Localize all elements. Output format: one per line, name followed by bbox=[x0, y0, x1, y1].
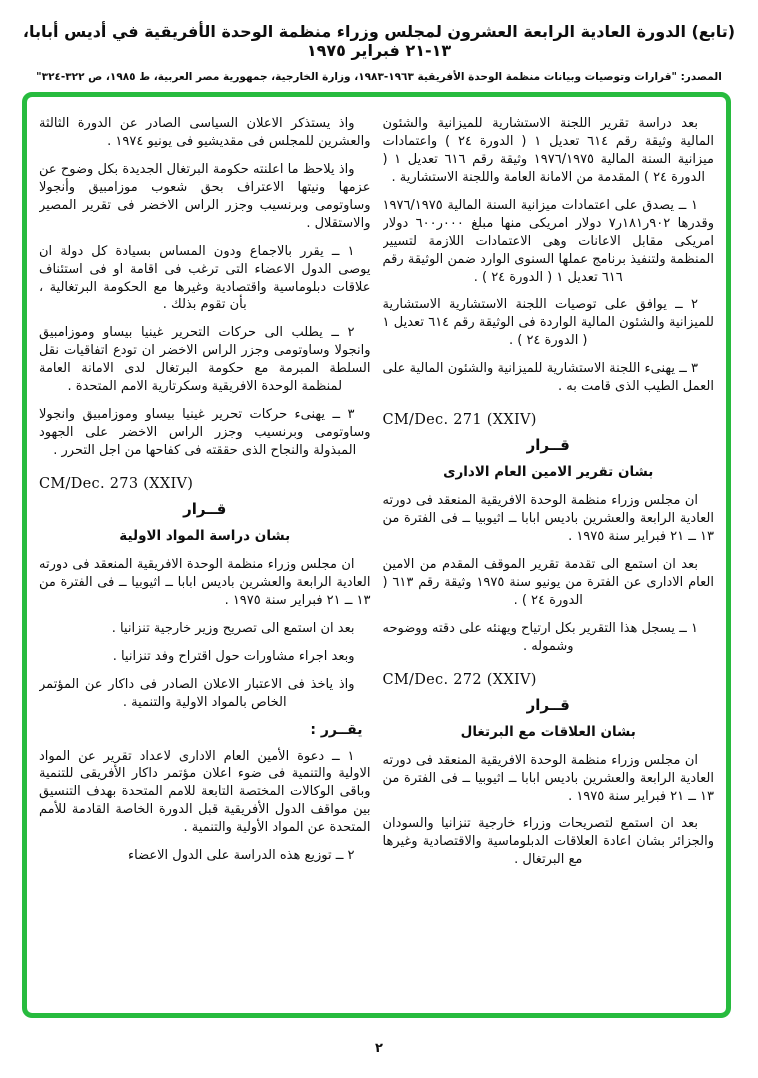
paragraph: بعد ان استمع الى تقدمة تقرير الموقف المقدم من الامين العام الادارى عن الفترة من يونيو سنة ١٩٧٥ وثيقة رقم ٦١٣ ( الدورة ٢٤ ) . bbox=[382, 556, 714, 608]
decision-ref: CM/Dec. 272 (XXIV) bbox=[382, 671, 537, 688]
decision-subject: بشان العلاقات مع البرتغال bbox=[460, 723, 636, 740]
paragraph: ٢ ــ يطلب الى حركات التحرير غينيا بيساو وموزامبيق وانجولا وساوتومى وجزر الراس الاخضر ان تودع اتفاقيات نقل السلطة المبرمة مع حكومة البرتغال لدى الامانة العامة لمنظمة الوحدة الافريقية وسكرتارية الامم المتحدة . bbox=[39, 325, 371, 395]
paragraph: ان مجلس وزراء منظمة الوحدة الافريقية المنعقد فى دورته العادية الرابعة والعشرين باديس ابابا ــ اثيوبيا ــ فى الفترة من ١٣ ــ ٢١ فبراير سنة ١٩٧٥ . bbox=[382, 493, 714, 544]
paragraph: ان مجلس وزراء منظمة الوحدة الافريقية المنعقد فى دورته العادية الرابعة والعشرين باديس ابابا ــ اثيوبيا ــ فى الفترة من ١٣ ــ ٢١ فبراير سنة ١٩٧٥ . bbox=[39, 556, 371, 608]
page-header bbox=[10, 22, 748, 83]
page-number: ٢ bbox=[375, 1041, 383, 1056]
column-left bbox=[39, 115, 371, 1003]
content-frame bbox=[22, 92, 731, 1018]
paragraph: بعد ان استمع لتصريحات وزراء خارجية تنزانيا والسودان والجزائر بشان اعادة العلاقات الدبلوماسية والاقتصادية وغيرها مع البرتغال . bbox=[382, 816, 714, 868]
paragraph: بعد ان استمع الى تصريح وزير خارجية تنزانيا . bbox=[111, 620, 355, 636]
paragraph: ٣ ــ يهنىء حركات تحرير غينيا بيساو وموزامبيق وانجولا وساوتومى وبرنسيب وجزر الراس الاخضر على الجهود المبذولة والنجاح الذى حققته فى كفاحها من اجل التحرر . bbox=[39, 407, 371, 458]
header-source-line: المصدر: "قرارات وتوصيات وبيانات منظمة الوحدة الأفريقية ١٩٦٣-١٩٨٣، وزارة الخارجية، جمهورية مصر العربية، ط ١٩٨٥، ص ٣٢٢-٣٢٤" bbox=[36, 71, 722, 83]
paragraph: ٢ ــ يوافق على توصيات اللجنة الاستشارية الاستشارية للميزانية والشئون المالية الواردة فى الوثيقة رقم ٦١٤ تعديل ١ ( الدورة ٢٤ ) . bbox=[382, 297, 714, 349]
decides-label: يقــرر : bbox=[310, 721, 363, 738]
decision-heading: قــرار bbox=[526, 695, 570, 714]
paragraph: ٢ ــ توزيع هذه الدراسة على الدول الاعضاء bbox=[128, 848, 355, 864]
decision-ref: CM/Dec. 273 (XXIV) bbox=[39, 475, 194, 492]
paragraph: واذ ياخذ فى الاعتبار الاعلان الصادر فى داكار عن المؤتمر الخاص بالمواد الاولية والتنمية . bbox=[39, 676, 355, 710]
paragraph: بعد دراسة تقرير اللجنة الاستشارية للميزانية والشئون المالية وثيقة رقم ٦١٤ تعديل ١ ( الدورة ٢٤ ) واعتمادات ميزانية السنة المالية ١٩٧٦/١٩٧٥ وثيقة رقم ٦١٦ تعديل ١ ( الدورة ٢٤ ) المقدمة من الامانة العامة واللجنة الاستشارية . bbox=[382, 116, 714, 185]
paragraph: ١ ــ يسجل هذا التقرير بكل ارتياح ويهنئه على دقته ووضوحه وشموله . bbox=[382, 620, 698, 654]
paragraph: ١ ــ يقرر بالاجماع ودون المساس بسيادة كل دولة ان يوصى الدول الاعضاء التى ترغب فى اقامة او فى استئناف علاقات دبلوماسية واقتصادية وغيرها مع الحكومة البرتغالية ، بأن تقوم بذلك . bbox=[39, 243, 371, 313]
paragraph: ١ ــ دعوة الأمين العام الادارى لاعداد تقرير عن المواد الاولية والتنمية فى ضوء اعلان مؤتمر داكار الأفريقى للتنمية وباقى الوكالات المختصة التابعة للامم المتحدة بهدف التنسيق بين مواقف الدول الأفريقية قبل الدورة الخاصة القادمة للأمم المتحدة عن المواد الأولية والتنمية . bbox=[39, 748, 371, 836]
paragraph: واذ يلاحظ ما اعلنته حكومة البرتغال الجديدة بكل وضوح عن عزمها ونيتها الاعتراف بحق شعوب موزامبيق وأنجولا وساوتومى وبرنسيب وجزر الراس الاخضر فى تقرير المصير والاستقلال . bbox=[39, 161, 371, 231]
decision-heading: قــرار bbox=[183, 499, 227, 518]
decision-subject: بشان تقرير الامين العام الادارى bbox=[443, 464, 654, 481]
column-right bbox=[383, 115, 715, 1003]
decision-ref: CM/Dec. 271 (XXIV) bbox=[382, 412, 537, 429]
paragraph: ١ ــ يصدق على اعتمادات ميزانية السنة المالية ١٩٧٦/١٩٧٥ وقدرها ٩٠٢ر١٨١ر٧ دولار امريكى منها مبلغ ٠٠٠ر٦٠٠ دولار امريكى مقابل الاعانات وهى الاعتمادات اللازمة لتسيير المنظمة ولتنفيذ برنامج عملها السنوى الوارد ضمن الوثيقة رقم ٦١٦ تعديل ١ ( الدورة ٢٤ ) . bbox=[382, 197, 714, 285]
header-session-title: (تابع) الدورة العادية الرابعة العشرون لمجلس وزراء منظمة الوحدة الأفريقية في أديس أبابا، ١٣-٢١ فبراير ١٩٧٥ bbox=[22, 22, 736, 60]
paragraph: واذ يستذكر الاعلان السياسى الصادر عن الدورة الثالثة والعشرين للمجلس فى مقديشيو فى يونيو ١٩٧٤ . bbox=[39, 116, 371, 149]
decision-heading: قــرار bbox=[526, 436, 570, 455]
paragraph: وبعد اجراء مشاورات حول اقتراح وفد تنزانيا . bbox=[112, 648, 355, 664]
paragraph: ان مجلس وزراء منظمة الوحدة الافريقية المنعقد فى دورته العادية الرابعة والعشرين باديس ابابا ــ اثيوبيا ــ فى الفترة من ١٣ ــ ٢١ فبراير سنة ١٩٧٥ . bbox=[382, 752, 714, 804]
paragraph: ٣ ــ يهنىء اللجنة الاستشارية للميزانية والشئون المالية على العمل الطيب الذى قامت به . bbox=[382, 361, 714, 395]
decision-subject: بشان دراسة المواد الاولية bbox=[119, 527, 291, 544]
